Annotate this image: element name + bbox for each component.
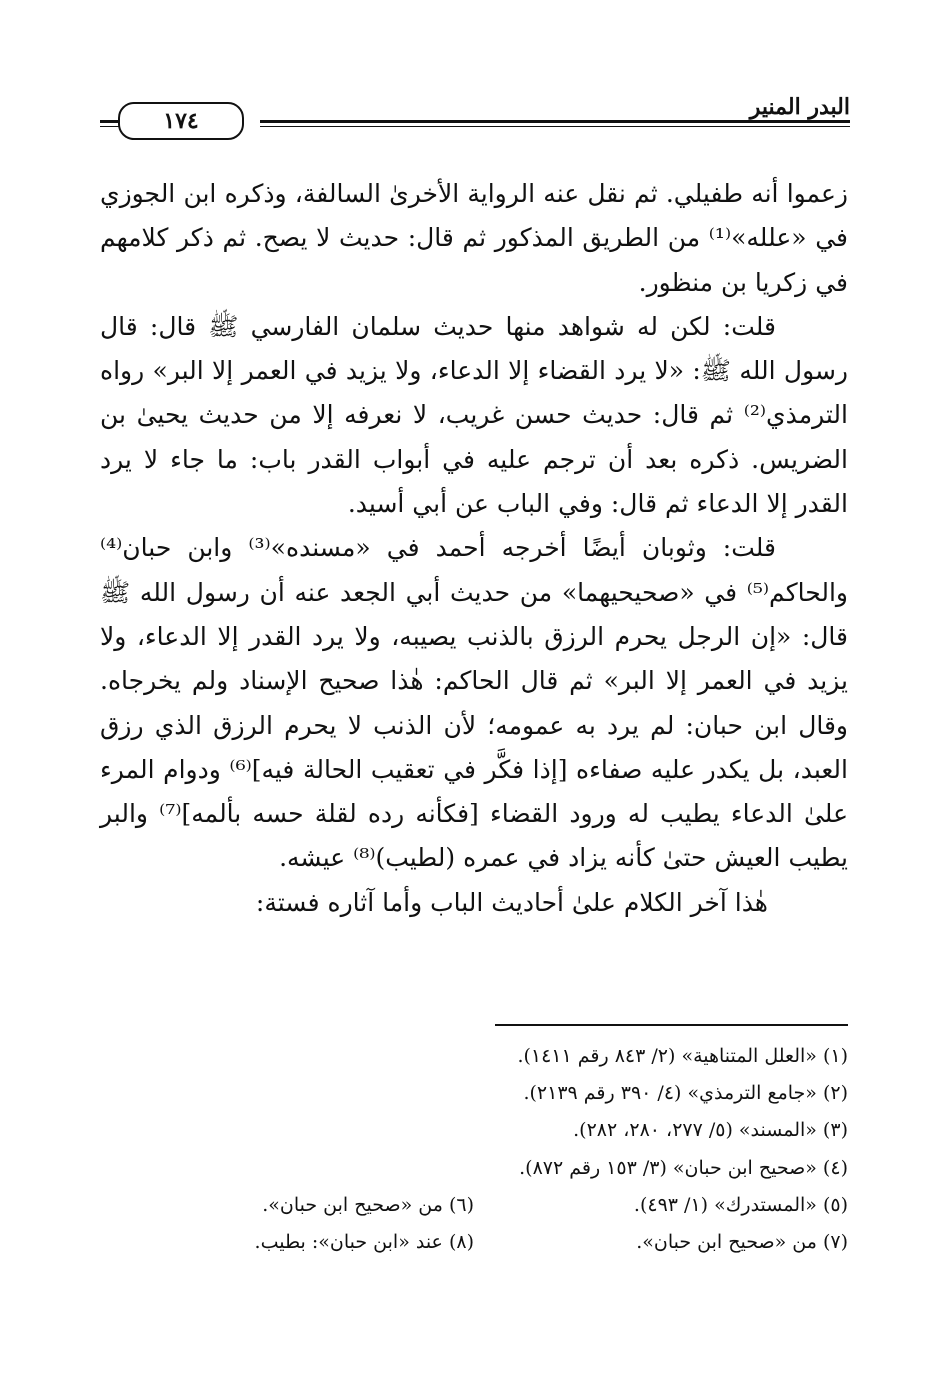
footnote-8: (٨) عند «ابن حبان»: بطيب. [254, 1231, 474, 1254]
paragraph-1: زعموا أنه طفيلي. ثم نقل عنه الرواية الأخرىٰ السالفة، وذكره ابن الجوزي في «علله»⁽¹⁾ من الطريق المذكور ثم قال: حديث لا يصح. ثم ذكر كلامهم في زكريا بن منظور. [100, 179, 848, 297]
header-rule-thin [260, 126, 850, 127]
footnote-row-5-6 [100, 1187, 848, 1224]
header-rule-left-thin [100, 126, 120, 127]
footnote-4: (٤) «صحيح ابن حبان» (٣/ ١٥٣ رقم ٨٧٢). [519, 1156, 848, 1179]
running-title: البدر المنير [749, 94, 850, 120]
header-rule [260, 120, 850, 123]
paragraph-4: هٰذا آخر الكلام علىٰ أحاديث الباب وأما آثاره فستة: [255, 887, 768, 917]
footnote-5: (٥) «المستدرك» (١/ ٤٩٣). [633, 1193, 848, 1216]
page-header [100, 90, 850, 136]
footnote-6: (٦) من «صحيح ابن حبان». [262, 1193, 474, 1216]
footnote-1: (١) «العلل المتناهية» (٢/ ٨٤٣ رقم ١٤١١). [517, 1045, 848, 1067]
paragraph-2: قلت: لكن له شواهد منها حديث سلمان الفارسي ﷺ قال: قال رسول الله ﷺ: «لا يرد القضاء إلا الدعاء، ولا يزيد في العمر إلا البر» رواه الترمذي⁽²⁾ ثم قال: حديث حسن غريب، لا نعرفه إلا من حديث يحيىٰ بن الضريس. ذكره بعد أن ترجم عليه في أبواب القدر باب: ما جاء لا يرد القدر إلا الدعاء ثم قال: وفي الباب عن أبي أسيد. [100, 311, 848, 519]
footnotes [100, 1038, 848, 1261]
footnote-2: (٢) «جامع الترمذي» (٤/ ٣٩٠ رقم ٢١٣٩). [523, 1082, 848, 1105]
footnote-row-7-8 [100, 1224, 848, 1261]
main-text [100, 172, 848, 925]
page-number: ١٧٤ [118, 102, 244, 140]
footnote-separator [495, 1024, 848, 1026]
footnote-7: (٧) من «صحيح ابن حبان». [636, 1231, 848, 1254]
footnote-3: (٣) «المسند» (٥/ ٢٧٧، ٢٨٠، ٢٨٢). [573, 1119, 848, 1142]
header-rule-left [100, 120, 120, 123]
paragraph-3: قلت: وثوبان أيضًا أخرجه أحمد في «مسنده»⁽³⁾ وابن حبان⁽⁴⁾ والحاكم⁽⁵⁾ في «صحيحيهما» من حديث أبي الجعد عنه أن رسول الله ﷺ قال: «إن الرجل يحرم الرزق بالذنب يصيبه، ولا يرد القدر إلا الدعاء، ولا يزيد في العمر إلا البر» ثم قال الحاكم: هٰذا صحيح الإسناد ولم يخرجاه. وقال ابن حبان: لم يرد به عمومه؛ لأن الذنب لا يحرم الرزق الذي رزق العبد، بل يكدر عليه صفاءه [إذا فكَّر في تعقيب الحالة فيه]⁽⁶⁾ ودوام المرء علىٰ الدعاء يطيب له ورود القضاء [فكأنه رده لقلة حسه بألمه]⁽⁷⁾ والبر يطيب العيش حتىٰ كأنه يزاد في عمره (لطيب)⁽⁸⁾ عيشه. [100, 533, 848, 873]
